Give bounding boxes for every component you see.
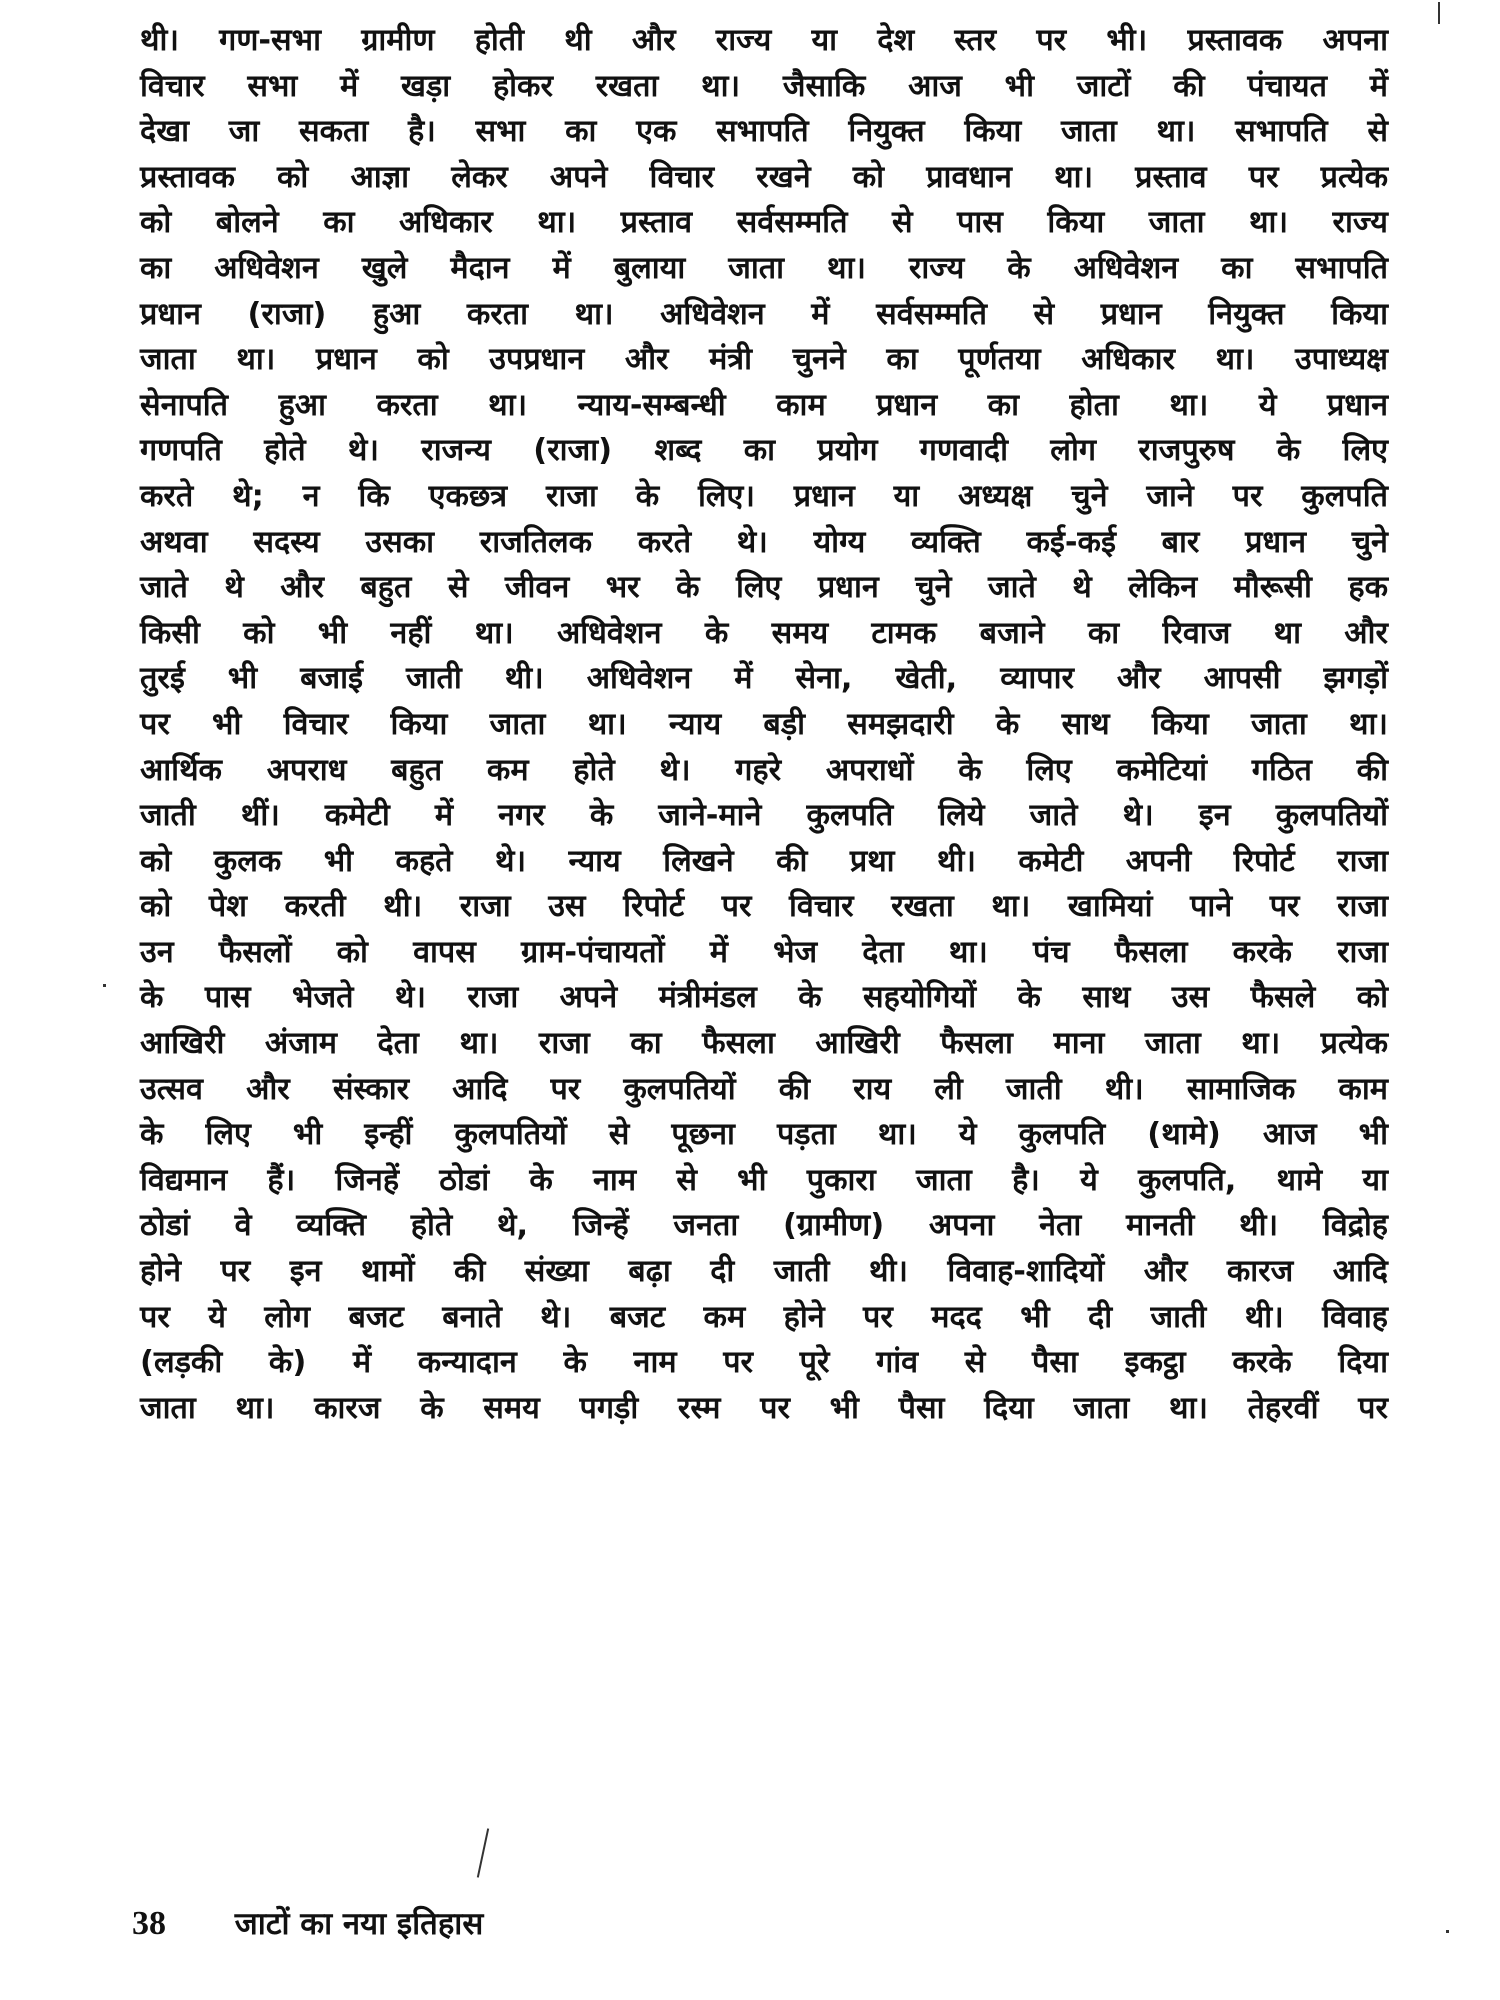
scan-mark (1438, 2, 1440, 24)
text-line-21: उन फैसलों को वापस ग्राम-पंचायतों में भेज देता था। पंच फैसला करके राजा (140, 934, 1388, 970)
text-line-29: पर ये लोग बजट बनाते थे। बजट कम होने पर मदद भी दी जाती थी। विवाह (140, 1299, 1388, 1335)
text-line-3: देखा जा सकता है। सभा का एक सभापति नियुक्त किया जाता था। सभापति से (140, 114, 1388, 150)
page-footer (132, 1900, 483, 1948)
body-text (140, 18, 1388, 1431)
text-line-13: जाते थे और बहुत से जीवन भर के लिए प्रधान चुने जाते थे लेकिन मौरूसी हक (140, 570, 1388, 606)
text-line-22: के पास भेजते थे। राजा अपने मंत्रीमंडल के सहयोगियों के साथ उस फैसले को (140, 980, 1388, 1016)
text-line-27: ठोडां वे व्यक्ति होते थे, जिन्हें जनता (ग्रामीण) अपना नेता मानती थी। विद्रोह (140, 1208, 1388, 1244)
scan-mark (1446, 1930, 1449, 1933)
text-line-24: उत्सव और संस्कार आदि पर कुलपतियों की राय ली जाती थी। सामाजिक काम (140, 1071, 1388, 1107)
text-line-1: थी। गण-सभा ग्रामीण होती थी और राज्य या देश स्तर पर भी। प्रस्तावक अपना (140, 23, 1388, 58)
scan-mark (477, 1828, 489, 1877)
text-line-18: जाती थीं। कमेटी में नगर के जाने-माने कुलपति लिये जाते थे। इन कुलपतियों (140, 798, 1388, 834)
text-line-19: को कुलक भी कहते थे। न्याय लिखने की प्रथा थी। कमेटी अपनी रिपोर्ट राजा (140, 843, 1388, 879)
text-line-6: का अधिवेशन खुले मैदान में बुलाया जाता था। राज्य के अधिवेशन का सभापति (140, 250, 1388, 286)
text-line-10: गणपति होते थे। राजन्य (राजा) शब्द का प्रयोग गणवादी लोग राजपुरुष के लिए (140, 433, 1388, 469)
text-line-15: तुरई भी बजाई जाती थी। अधिवेशन में सेना, खेती, व्यापार और आपसी झगड़ों (140, 661, 1388, 697)
text-line-5: को बोलने का अधिकार था। प्रस्ताव सर्वसम्मति से पास किया जाता था। राज्य (140, 205, 1388, 241)
text-line-4: प्रस्तावक को आज्ञा लेकर अपने विचार रखने को प्रावधान था। प्रस्ताव पर प्रत्येक (140, 159, 1388, 195)
text-line-11: करते थे; न कि एकछत्र राजा के लिए। प्रधान या अध्यक्ष चुने जाने पर कुलपति (140, 478, 1388, 514)
text-line-14: किसी को भी नहीं था। अधिवेशन के समय टामक बजाने का रिवाज था और (140, 615, 1388, 651)
text-line-17: आर्थिक अपराध बहुत कम होते थे। गहरे अपराधों के लिए कमेटियां गठित की (140, 752, 1388, 788)
text-line-12: अथवा सदस्य उसका राजतिलक करते थे। योग्य व्यक्ति कई-कई बार प्रधान चुने (140, 524, 1388, 560)
page-number: 38 (132, 1905, 166, 1942)
text-line-16: पर भी विचार किया जाता था। न्याय बड़ी समझदारी के साथ किया जाता था। (140, 706, 1388, 742)
text-line-9: सेनापति हुआ करता था। न्याय-सम्बन्धी काम प्रधान का होता था। ये प्रधान (140, 387, 1388, 423)
text-line-26: विद्यमान हैं। जिनहें ठोडां के नाम से भी पुकारा जाता है। ये कुलपति, थामे या (140, 1162, 1388, 1198)
text-line-2: विचार सभा में खड़ा होकर रखता था। जैसाकि आज भी जाटों की पंचायत में (140, 68, 1388, 104)
running-title: जाटों का नया इतिहास (234, 1906, 484, 1942)
text-line-30: (लड़की के) में कन्यादान के नाम पर पूरे गांव से पैसा इकट्ठा करके दिया (140, 1345, 1388, 1381)
text-line-28: होने पर इन थामों की संख्या बढ़ा दी जाती थी। विवाह-शादियों और कारज आदि (140, 1254, 1388, 1290)
text-line-20: को पेश करती थी। राजा उस रिपोर्ट पर विचार रखता था। खामियां पाने पर राजा (140, 889, 1388, 925)
text-line-8: जाता था। प्रधान को उपप्रधान और मंत्री चुनने का पूर्णतया अधिकार था। उपाध्यक्ष (140, 342, 1388, 378)
text-line-25: के लिए भी इन्हीं कुलपतियों से पूछना पड़ता था। ये कुलपति (थामे) आज भी (140, 1117, 1388, 1153)
text-line-7: प्रधान (राजा) हुआ करता था। अधिवेशन में सर्वसम्मति से प्रधान नियुक्त किया (140, 296, 1388, 332)
scan-mark (103, 984, 106, 987)
text-line-31: जाता था। कारज के समय पगड़ी रस्म पर भी पैसा दिया जाता था। तेहरवीं पर (140, 1390, 1388, 1426)
text-line-23: आखिरी अंजाम देता था। राजा का फैसला आखिरी फैसला माना जाता था। प्रत्येक (140, 1026, 1388, 1062)
